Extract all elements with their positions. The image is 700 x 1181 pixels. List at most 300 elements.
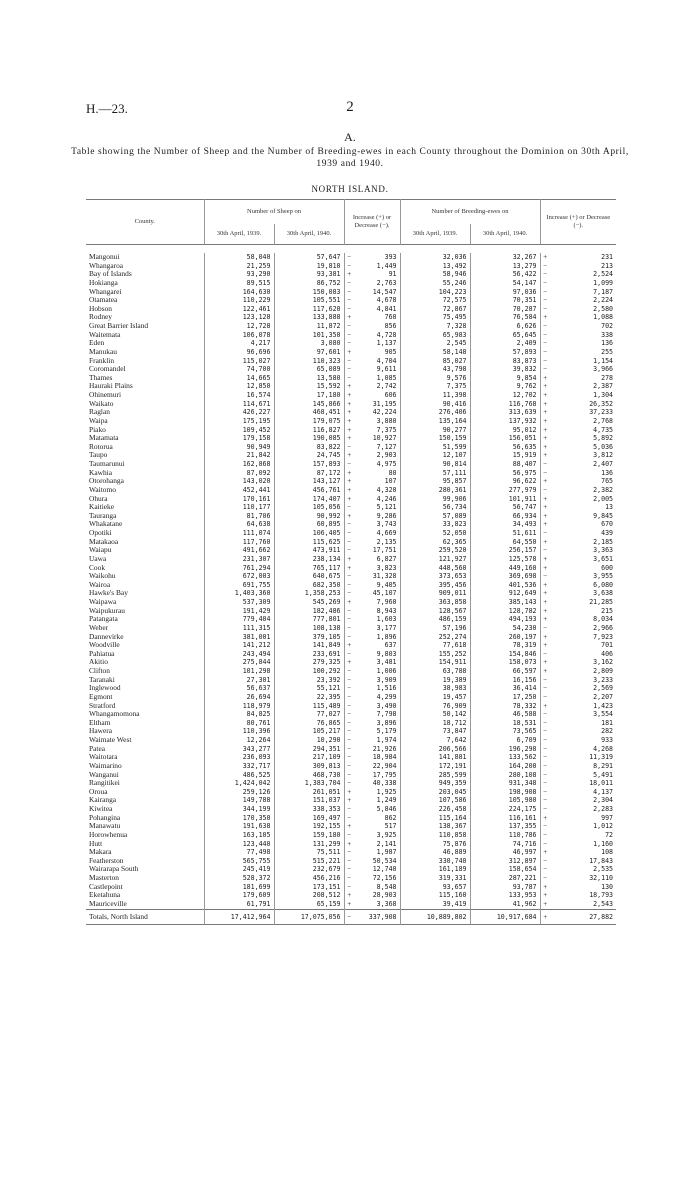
county-name: Ohinemuri xyxy=(89,391,122,399)
ewes-change: 1,423 xyxy=(593,701,614,710)
ewes-change: 13 xyxy=(605,503,614,512)
ewes-change-sign: + xyxy=(540,581,550,590)
sheep-change: 17,751 xyxy=(372,546,397,555)
sheep-change-sign: + xyxy=(344,270,354,279)
sheep-change-sign: − xyxy=(344,710,354,719)
sheep-1940: 60,895 xyxy=(274,520,344,529)
sheep-1939: 672,003 xyxy=(204,572,274,581)
totals-ewes-1940: 10,917,684 xyxy=(470,909,540,924)
ewes-1939: 107,586 xyxy=(400,796,470,805)
ewes-change: 4,137 xyxy=(593,787,614,796)
county-name: Waipukurau xyxy=(89,606,125,615)
sheep-1940: 97,601 xyxy=(274,348,344,357)
sheep-change-sign: − xyxy=(344,503,354,512)
ewes-change-sign: − xyxy=(540,650,550,659)
sheep-change: 21,926 xyxy=(372,744,397,753)
sheep-1940: 65,089 xyxy=(274,365,344,374)
sheep-change-sign: − xyxy=(344,581,354,590)
ewes-1939: 55,246 xyxy=(400,279,470,288)
county-name: Otamatea xyxy=(89,296,118,305)
county-name: Raglan xyxy=(89,408,110,417)
sheep-1940: 157,893 xyxy=(274,460,344,469)
table-row xyxy=(86,641,616,650)
ewes-change: 21,285 xyxy=(589,598,614,606)
ewes-1940: 74,716 xyxy=(470,840,540,849)
ewes-change-sign: − xyxy=(540,624,550,633)
sheep-1939: 74,700 xyxy=(204,365,274,374)
ewes-change-sign: − xyxy=(540,572,550,581)
ewes-1939: 76,909 xyxy=(400,702,470,711)
sheep-change-sign: − xyxy=(344,831,354,840)
ewes-1940: 154,846 xyxy=(470,650,540,659)
sheep-change-sign: − xyxy=(344,624,354,633)
county-name: Wairoa xyxy=(89,580,111,589)
ewes-1940: 64,550 xyxy=(470,538,540,547)
header-sheep-change: Increase (+) or Decrease (−). xyxy=(344,200,400,245)
ewes-change-sign: − xyxy=(540,788,550,797)
sheep-change-sign: − xyxy=(344,253,354,262)
ewes-change-sign: + xyxy=(540,426,550,435)
ewes-1939: 90,277 xyxy=(400,426,470,435)
sheep-1939: 123,128 xyxy=(204,313,274,322)
county-name: Castlepoint xyxy=(89,882,123,891)
sheep-1940: 150,083 xyxy=(274,288,344,297)
county-name: Cook xyxy=(89,563,106,572)
sheep-1940: 279,325 xyxy=(274,658,344,667)
ewes-1940: 449,160 xyxy=(470,564,540,573)
table-row xyxy=(86,581,616,590)
sheep-change: 40,338 xyxy=(372,779,397,788)
county-name: Tauranga xyxy=(89,511,117,520)
ewes-change: 136 xyxy=(601,468,614,477)
sheep-change: 393 xyxy=(384,253,397,261)
ewes-1939: 395,456 xyxy=(400,581,470,590)
sheep-change: 1,896 xyxy=(376,632,397,641)
sheep-change-sign: − xyxy=(344,607,354,616)
sheep-1939: 12,728 xyxy=(204,322,274,331)
sheep-1939: 163,105 xyxy=(204,831,274,840)
ewes-change-sign: + xyxy=(540,883,550,892)
table-row xyxy=(86,762,616,771)
ewes-1939: 135,164 xyxy=(400,417,470,426)
ewes-1939: 276,406 xyxy=(400,408,470,417)
table-row xyxy=(86,546,616,555)
table-row xyxy=(86,796,616,805)
county-name: Wairarapa South xyxy=(89,865,139,874)
sheep-change: 1,516 xyxy=(376,684,397,693)
ewes-change-sign: − xyxy=(540,262,550,271)
county-name: Egmont xyxy=(89,692,113,701)
ewes-change-sign: − xyxy=(540,288,550,297)
sheep-1940: 110,323 xyxy=(274,357,344,366)
sheep-1940: 86,752 xyxy=(274,279,344,288)
sheep-change-sign: − xyxy=(344,520,354,529)
ewes-1939: 38,983 xyxy=(400,684,470,693)
table-row xyxy=(86,443,616,452)
sheep-1939: 243,494 xyxy=(204,650,274,659)
sheep-change-sign: − xyxy=(344,814,354,823)
sheep-change-sign: − xyxy=(344,374,354,383)
ewes-change-sign: + xyxy=(540,564,550,573)
ewes-change: 3,554 xyxy=(593,710,614,719)
sheep-change-sign: − xyxy=(344,736,354,745)
county-name: Waiapu xyxy=(89,546,112,555)
county-name: Mauriceville xyxy=(89,899,127,908)
ewes-1940: 2,409 xyxy=(470,339,540,348)
table-row xyxy=(86,434,616,443)
sheep-1939: 110,229 xyxy=(204,296,274,305)
sheep-change-sign: + xyxy=(344,451,354,460)
sheep-1940: 106,405 xyxy=(274,529,344,538)
sheep-change: 1,974 xyxy=(376,736,397,744)
table-row xyxy=(86,883,616,892)
sheep-1940: 145,866 xyxy=(274,400,344,409)
table-row xyxy=(86,831,616,840)
sheep-change: 6,827 xyxy=(376,554,397,563)
ewes-1940: 6,626 xyxy=(470,322,540,331)
table-row xyxy=(86,322,616,331)
county-name: Kiwitea xyxy=(89,805,113,813)
sheep-change-sign: − xyxy=(344,443,354,452)
sheep-1940: 379,105 xyxy=(274,633,344,642)
ewes-change-sign: + xyxy=(540,417,550,426)
ewes-1939: 46,889 xyxy=(400,848,470,857)
ewes-change: 2,304 xyxy=(593,796,614,805)
ewes-change: 1,088 xyxy=(593,313,614,322)
ewes-1939: 104,223 xyxy=(400,288,470,297)
sheep-1939: 141,212 xyxy=(204,641,274,650)
ewes-change: 18,793 xyxy=(589,891,614,900)
ewes-change-sign: − xyxy=(540,684,550,693)
sheep-change-sign: − xyxy=(344,546,354,555)
sheep-change: 2,135 xyxy=(376,537,397,546)
sheep-1940: 238,134 xyxy=(274,555,344,564)
ewes-change: 8,291 xyxy=(593,761,614,770)
ewes-1939: 99,906 xyxy=(400,495,470,504)
totals-label: Totals, North Island xyxy=(89,911,148,921)
sheep-1940: 115,625 xyxy=(274,538,344,547)
ewes-change: 2,005 xyxy=(593,494,614,503)
sheep-change: 4,975 xyxy=(376,460,397,468)
table-row xyxy=(86,745,616,754)
sheep-change-sign: + xyxy=(344,477,354,486)
sheep-change-sign: + xyxy=(344,469,354,478)
sheep-change: 862 xyxy=(384,813,397,822)
sheep-1939: 170,350 xyxy=(204,814,274,823)
county-name: Waimate West xyxy=(89,736,132,744)
table-row xyxy=(86,538,616,547)
sheep-1940: 115,489 xyxy=(274,702,344,711)
ewes-change: 1,099 xyxy=(593,278,614,287)
ewes-1939: 75,495 xyxy=(400,313,470,322)
sheep-1939: 21,842 xyxy=(204,451,274,460)
header-ewes-1939: 30th April, 1939. xyxy=(400,224,470,245)
ewes-change-sign: + xyxy=(540,598,550,607)
county-name: Taranaki xyxy=(89,675,115,684)
ewes-1940: 56,747 xyxy=(470,503,540,512)
ewes-change-sign: − xyxy=(540,736,550,745)
county-name: Manukau xyxy=(89,347,117,356)
sheep-1939: 61,791 xyxy=(204,900,274,909)
ewes-change-sign: + xyxy=(540,891,550,900)
county-name: Hutt xyxy=(89,839,103,848)
ewes-change-sign: + xyxy=(540,451,550,460)
table-body xyxy=(86,245,616,910)
sheep-1939: 77,498 xyxy=(204,848,274,857)
sheep-1940: 765,117 xyxy=(274,564,344,573)
ewes-1940: 70,287 xyxy=(470,305,540,314)
sheep-1940: 19,810 xyxy=(274,262,344,271)
ewes-change-sign: − xyxy=(540,693,550,702)
ewes-change-sign: − xyxy=(540,529,550,538)
sheep-1939: 343,277 xyxy=(204,745,274,754)
sheep-1940: 93,381 xyxy=(274,270,344,279)
sheep-1939: 179,609 xyxy=(204,891,274,900)
sheep-change-sign: + xyxy=(344,391,354,400)
county-name: Whangarei xyxy=(89,287,122,296)
ewes-change: 130 xyxy=(601,882,614,891)
ewes-1940: 66,597 xyxy=(470,667,540,676)
sheep-change: 1,925 xyxy=(376,787,397,796)
sheep-change-sign: + xyxy=(344,426,354,435)
ewes-change-sign: − xyxy=(540,279,550,288)
sheep-1939: 16,574 xyxy=(204,391,274,400)
sheep-1940: 192,155 xyxy=(274,822,344,831)
ewes-change-sign: − xyxy=(540,840,550,849)
ewes-1939: 280,361 xyxy=(400,486,470,495)
ewes-change: 3,162 xyxy=(593,658,614,667)
sheep-1939: 80,761 xyxy=(204,719,274,728)
ewes-change-sign: − xyxy=(540,874,550,883)
sheep-change: 31,195 xyxy=(372,399,397,408)
ewes-1940: 9,762 xyxy=(470,382,540,391)
ewes-change-sign: + xyxy=(540,607,550,616)
sheep-1939: 236,093 xyxy=(204,753,274,762)
county-name: Whangamomona xyxy=(89,710,140,719)
sheep-1939: 344,199 xyxy=(204,805,274,814)
sheep-change-sign: − xyxy=(344,848,354,857)
ewes-change-sign: − xyxy=(540,339,550,348)
sheep-1939: 149,788 xyxy=(204,796,274,805)
ewes-1940: 17,250 xyxy=(470,693,540,702)
ewes-1939: 363,858 xyxy=(400,598,470,607)
county-name: Whangaroa xyxy=(89,261,124,270)
sheep-1939: 118,979 xyxy=(204,702,274,711)
table-row xyxy=(86,477,616,486)
sheep-change-sign: + xyxy=(344,348,354,357)
ewes-1940: 78,332 xyxy=(470,702,540,711)
sheep-1940: 233,691 xyxy=(274,650,344,659)
county-name: Ohura xyxy=(89,494,108,503)
sheep-1939: 110,396 xyxy=(204,727,274,736)
ewes-1939: 18,712 xyxy=(400,719,470,728)
ewes-1939: 252,274 xyxy=(400,633,470,642)
ewes-change: 3,955 xyxy=(593,572,614,581)
sheep-change-sign: − xyxy=(344,331,354,340)
ewes-change: 282 xyxy=(601,727,614,736)
county-name: Masterton xyxy=(89,874,119,882)
ewes-change-sign: − xyxy=(540,469,550,478)
ewes-change: 231 xyxy=(601,253,614,261)
county-name: Waipa xyxy=(89,416,108,425)
sheep-1940: 515,221 xyxy=(274,857,344,866)
sheep-1940: 76,865 xyxy=(274,719,344,728)
sheep-change: 4,841 xyxy=(376,304,397,313)
sheep-change-sign: + xyxy=(344,434,354,443)
ewes-1939: 161,189 xyxy=(400,865,470,874)
sheep-1939: 452,441 xyxy=(204,486,274,495)
table-row xyxy=(86,391,616,400)
ewes-1940: 287,221 xyxy=(470,874,540,883)
ewes-1939: 206,566 xyxy=(400,745,470,754)
ewes-1939: 65,983 xyxy=(400,331,470,340)
ewes-change-sign: + xyxy=(540,495,550,504)
sheep-change-sign: − xyxy=(344,339,354,348)
sheep-change-sign: − xyxy=(344,684,354,693)
totals-sheep-1939: 17,412,964 xyxy=(204,909,274,924)
ewes-change-sign: + xyxy=(540,503,550,512)
county-name: Eltham xyxy=(89,718,111,727)
ewes-1940: 88,407 xyxy=(470,460,540,469)
ewes-change: 406 xyxy=(601,649,614,658)
ewes-1939: 11,398 xyxy=(400,391,470,400)
sheep-change-sign: − xyxy=(344,693,354,702)
sheep-1939: 231,307 xyxy=(204,555,274,564)
county-name: Patangata xyxy=(89,615,118,624)
sheep-change: 91 xyxy=(388,270,397,279)
sheep-1940: 456,216 xyxy=(274,874,344,883)
table-row xyxy=(86,753,616,762)
county-name: Waipawa xyxy=(89,598,117,606)
sheep-change: 517 xyxy=(384,822,397,831)
ewes-change-sign: − xyxy=(540,762,550,771)
ewes-change-sign: + xyxy=(540,374,550,383)
county-name: Rangitikei xyxy=(89,779,120,788)
sheep-1939: 1,403,360 xyxy=(204,589,274,598)
ewes-1939: 154,911 xyxy=(400,658,470,667)
county-name: Horowhenua xyxy=(89,830,128,839)
sheep-change-sign: − xyxy=(344,874,354,883)
table-row xyxy=(86,667,616,676)
ewes-1939: 226,458 xyxy=(400,805,470,814)
county-name: Weber xyxy=(89,623,109,632)
ewes-1939: 39,419 xyxy=(400,900,470,909)
sheep-change: 905 xyxy=(384,347,397,356)
sheep-change: 1,603 xyxy=(376,615,397,624)
ewes-change: 4,268 xyxy=(593,744,614,753)
sheep-1940: 133,888 xyxy=(274,313,344,322)
sheep-change: 856 xyxy=(384,322,397,330)
sheep-change-sign: − xyxy=(344,650,354,659)
ewes-1940: 260,197 xyxy=(470,633,540,642)
sheep-1940: 1,358,253 xyxy=(274,589,344,598)
ewes-1939: 2,545 xyxy=(400,339,470,348)
sheep-change-sign: − xyxy=(344,572,354,581)
ewes-change-sign: + xyxy=(540,667,550,676)
ewes-1940: 133,953 xyxy=(470,891,540,900)
county-name: Makara xyxy=(89,848,112,857)
ewes-1939: 95,857 xyxy=(400,477,470,486)
ewes-change-sign: + xyxy=(540,555,550,564)
ewes-1939: 448,560 xyxy=(400,564,470,573)
table-row xyxy=(86,650,616,659)
ewes-change: 702 xyxy=(601,322,614,330)
sheep-change: 31,328 xyxy=(372,572,397,581)
ewes-change-sign: + xyxy=(540,434,550,443)
sheep-1939: 14,665 xyxy=(204,374,274,383)
sheep-table xyxy=(86,199,616,925)
ewes-change: 2,966 xyxy=(593,623,614,632)
county-name: Franklin xyxy=(89,356,115,365)
sheep-change: 42,224 xyxy=(372,408,397,417)
table-row xyxy=(86,702,616,711)
county-name: Featherston xyxy=(89,856,124,865)
ewes-1939: 7,328 xyxy=(400,322,470,331)
sheep-1940: 182,486 xyxy=(274,607,344,616)
table-letter: A. xyxy=(344,130,356,144)
totals-row xyxy=(86,909,616,924)
ewes-1940: 9,854 xyxy=(470,374,540,383)
ewes-change: 2,535 xyxy=(593,865,614,874)
sheep-change-sign: − xyxy=(344,883,354,892)
sheep-change: 3,481 xyxy=(376,658,397,667)
sheep-1939: 245,419 xyxy=(204,865,274,874)
ewes-change: 2,387 xyxy=(593,382,614,391)
table-row xyxy=(86,426,616,435)
ewes-1939: 32,036 xyxy=(400,253,470,262)
sheep-change-sign: + xyxy=(344,313,354,322)
sheep-1939: 275,844 xyxy=(204,658,274,667)
table-row xyxy=(86,736,616,745)
ewes-1940: 224,175 xyxy=(470,805,540,814)
ewes-change: 2,569 xyxy=(593,684,614,693)
ewes-1939: 128,567 xyxy=(400,607,470,616)
ewes-1939: 57,196 xyxy=(400,624,470,633)
ewes-1939: 19,389 xyxy=(400,676,470,685)
ewes-1940: 41,962 xyxy=(470,900,540,909)
ewes-change: 1,304 xyxy=(593,391,614,399)
sheep-change: 12,740 xyxy=(372,865,397,874)
ewes-1939: 77,618 xyxy=(400,641,470,650)
ewes-change: 2,185 xyxy=(593,537,614,546)
table-row xyxy=(86,469,616,478)
sheep-change: 28,903 xyxy=(372,891,397,900)
ewes-change: 701 xyxy=(601,641,614,650)
sheep-1940: 13,580 xyxy=(274,374,344,383)
sheep-1939: 21,259 xyxy=(204,262,274,271)
sheep-1939: 761,294 xyxy=(204,564,274,573)
sheep-1939: 101,298 xyxy=(204,667,274,676)
sheep-change-sign: + xyxy=(344,486,354,495)
sheep-1940: 105,217 xyxy=(274,727,344,736)
ewes-1940: 12,702 xyxy=(470,391,540,400)
ewes-change-sign: − xyxy=(540,865,550,874)
sheep-change-sign: − xyxy=(344,676,354,685)
sheep-change: 3,368 xyxy=(376,899,397,908)
ewes-change: 765 xyxy=(601,477,614,486)
ewes-1940: 97,036 xyxy=(470,288,540,297)
table-row xyxy=(86,495,616,504)
ewes-1939: 121,927 xyxy=(400,555,470,564)
table-row xyxy=(86,400,616,409)
sheep-1940: 174,407 xyxy=(274,495,344,504)
sheep-change: 45,107 xyxy=(372,589,397,598)
document-reference: H.—23. xyxy=(86,101,128,116)
sheep-1939: 84,825 xyxy=(204,710,274,719)
sheep-1939: 56,637 xyxy=(204,684,274,693)
sheep-1940: 116,827 xyxy=(274,426,344,435)
table-row xyxy=(86,840,616,849)
